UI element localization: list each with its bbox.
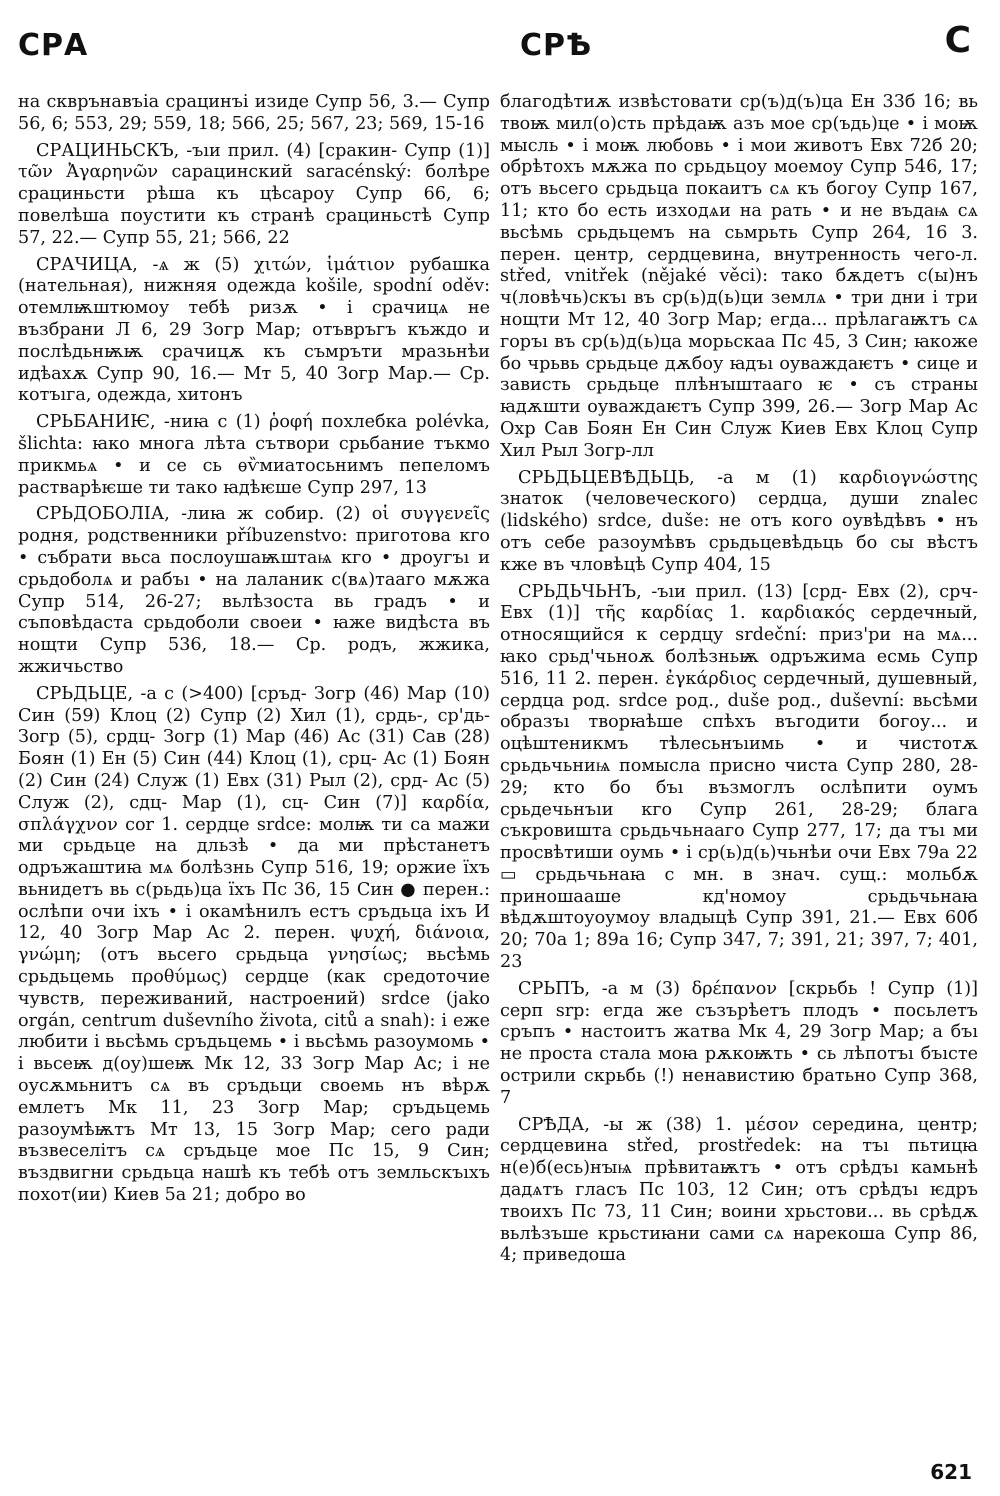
entry-srachica: СРАЧИЦА, -ѧ ж (5) χιτών, ἱμάτιον рубашка (нательная), нижняя одежда košile, spodní oděv: отемлѭштюмоу тебѣ ризѫ • і срачицѧ не възбрани Л 6, 29 Зогр Мар; отъвръгъ къждо и послѣдьнѭѭ срачицѫ къ съмръти мразьнѣи идѣахѫ Супр 90, 16.— Мт 5, 40 Зогр Мар.— Ср. котъıга, одежда, хитонъ bbox=[18, 254, 490, 406]
left-column bbox=[18, 92, 490, 1212]
entry-srbanie: СРЬБАНИѤ, -ниꙗ с (1) ῥοφή похлебка polévka, šlichta: ꙗко многа лѣта сътвори срьбание тъкмо прикмьѧ • и се сь ѳѷмиатосьнимъ пепеломъ растварѣѥше ти тако ꙗдѣѥше Супр 297, 13 bbox=[18, 412, 490, 498]
entry-srdobolia: СРЬДОБОЛІА, -лиꙗ ж собир. (2) οἱ συγγενεῖς родня, родственники příbuzenstvo: приготова кго • събрати вьса послоушаѭштаѩ кго • дроугъı и срьдоболѧ и рабъı • на лаланик с(вѧ)таагo мѫжа Супр 514, 26-27; вьлѣзоста вь градъ • и съповѣдаста срьдоболи своеи • ꙗже видѣста въ нощти Супр 536, 18.— Ср. родъ, жжика, жжичьство bbox=[18, 504, 490, 677]
entry-sreda: СРѢДА, -ы ж (38) 1. μέσον середина, центр; сердцевина střed, prostředek: на тъı пьтицꙗ н(е)б(есь)нꙑѩ прѣвитаѭтъ • отъ срѣдъı камьнѣ дадѧтъ гласъ Пс 103, 12 Син; отъ срѣдъı ѥдръ твоихъ Пс 73, 11 Син; воини хрьстови... вь срѣдѫ вьлѣзъше крьстиꙗни сами сѧ нарекоша Супр 86, 4; приведоша bbox=[500, 1114, 978, 1266]
running-head-center: СРѢ bbox=[520, 28, 593, 63]
running-head-left: СРА bbox=[18, 28, 89, 63]
entry-srp: СРЬПЪ, -а м (3) δρέπανον [скрьбь ! Супр (1)] серп srp: егда же съзърѣетъ плодъ • посьлетъ сръпъ • настоитъ жатва Мк 4, 29 Зогр Мар; а бъı не проста стала моꙗ рѫкоѭть • сь лѣпотъı бъıсте острили скрьбь (!) ненавистию братьно Супр 368, 7 bbox=[500, 978, 978, 1108]
entry-srdce: СРЬДЬЦЕ, -а с (>400) [сръд- Зогр (46) Мар (10) Син (59) Клоц (2) Супр (2) Хил (1), срдь-, ср'дь- Зогр (5), срдц- Зогр (1) Мар (46) Ас (31) Сав (28) Боян (1) Ен (5) Син (44) Клоц (1), срц- Ас (1) Боян (2) Син (24) Служ (1) Евх (31) Рыл (2), срд- Ас (5) Служ (2), сдц- Мар (1), сц- Син (7)] καρδία, σπλάγχνον cor 1. сердце srdce: молѭ ти са мажи ми срьдьце на дльзѣ • да ми прѣстанетъ одръжаштиꙗ мѧ болѣзнь Супр 516, 19; оржие їхъ вьнидетъ вь с(рьдь)ца їхъ Пс 36, 15 Син ● перен.: ослѣпи очи іхъ • і окамѣнилъ естъ сръдьца іхъ И 12, 40 Зогр Мар Ас 2. перен. ψυχή, διάνοια, γνώμη; (отъ вьсего срьдьца γνησίως; вьсѣмь срьдьцемь προθύμως) сердце (как средоточие чувств, переживаний, настроений) srdce (jako orgán, centrum duševního života, citů a snah): і еже любити і вьсѣмь сръдьцемь • і вьсѣмь разоумомь • і вьсеѭ д(оу)шеѭ Мк 12, 33 Зогр Мар Ас; і не оусѫмьнитъ сѧ въ сръдьци своемь нъ вѣрѫ емлетъ Мк 11, 23 Зогр Мар; сръдьцемь разоумѣѭтъ Мт 13, 15 Зогр Мар; сего ради възвеселітъ сѧ сръдьце мое Пс 15, 9 Син; въздвигни срьдьца нашѣ къ тебѣ отъ земльскъıхъ похот(ии) Киев 5а 21; добро во bbox=[18, 683, 490, 1206]
right-column bbox=[500, 92, 978, 1272]
entry-srdchn: СРЬДЬЧЬНЪ, -ъıи прил. (13) [срд- Евх (2), срч- Евх (1)] τῆς καρδίας 1. καρδιακός сердечный, относящийся к сердцу srdeční: приз'ри на мѧ... ꙗко срьд'чьноѫ болѣзньѭ одръжима есмь Супр 516, 11 2. перен. ἐγκάρδιος сердечный, душевный, сердца род. srdce род., duše род., duševní: вьсѣми образъı творꙗѣше спѣхъ въгодити богоу... и оцѣштеникмъ тѣлесьнъıимь • и чистотѫ срьдьчьниѩ помысла присно чиста Супр 280, 28-29; кто бо бъı възмоглъ ослѣпити оумъ срьдечьнъıи кго Супр 261, 28-29; блага съкровишта срьдьчьнааго Супр 277, 17; да тъı ми просвѣтиши оумь • і ср(ь)д(ь)чьнѣи очи Евх 79а 22 ▭ срьдьчьнаꙗ с мн. в знач. сущ.: мольбѫ приношааше кд'номоу срьдьчьнаꙗ вѣдѫштоуоумоу владыцѣ Супр 391, 21.— Евх 60б 20; 70а 1; 89а 16; Супр 347, 7; 391, 21; 397, 7; 401, 23 bbox=[500, 581, 978, 973]
entry-continuation: на скврънавъіа срацинъі изиде Супр 56, 3.— Супр 56, 6; 553, 29; 559, 18; 566, 25; 567, 23; 569, 15-16 bbox=[18, 92, 490, 134]
page-number: 621 bbox=[930, 1460, 972, 1484]
entry-sracinsk: СРАЦИНЬСКЪ, -ъıи прил. (4) [сракин- Супр (1)] τῶν Ἀγαρηνῶν сарацинский saracénský: болѣре срациньсти рѣша къ цѣсароу Супр 66, 6; повелѣша поустити къ странѣ срациньстѣ Супр 57, 22.— Супр 55, 21; 566, 22 bbox=[18, 140, 490, 248]
section-letter: С bbox=[944, 20, 972, 61]
entry-srdcevedc: СРЬДЬЦЕВѢДЬЦЬ, -а м (1) καρδιογνώστης знаток (человеческого) сердца, души znalec (lidského) srdce, duše: не отъ кого оувѣдѣвъ • нъ отъ себе разоумѣвъ срьдьцевѣдьць бо сы вѣстъ кже въ чловѣцѣ Супр 404, 15 bbox=[500, 467, 978, 575]
entry-continuation: благодѣтиѫ извѣстовати ср(ъ)д(ъ)ца Ен 33б 16; вь твоѭ мил(о)сть прѣдаѭ азъ мое ср(ъдь)це • і моѭ мысль • і моѭ любовь • і мои животъ Евх 72б 20; обрѣтохъ мѫжа по срьдьцоу моемоу Супр 546, 17; отъ вьсего срьдьца покаитъ сѧ къ богоу Супр 167, 11; кто бо есть изходѧи на рать • и не въдаѩ сѧ вьсѣмь срьдьцемъ на сьмрьть Супр 264, 16 3. перен. центр, сердцевина, внутренность чего-л. střed, vnitřek (nějaké věci): тако бѫдетъ с(ы)нъ ч(ловѣчь)скъı въ ср(ь)д(ь)ци землѧ • три дни і три нощти Мт 12, 40 Зогр Мар; егда... прѣлагаѭтъ сѧ горъı въ ср(ь)д(ь)ца морьскаа Пс 45, 3 Син; ꙗкоже бо чрьвь срьдьце дѫбоу ꙗдъı оуваждаѥтъ • сице и зависть срьдьце плѣнꙑштааго ѥ • съ страны ꙗдѫшти оуваждаѥтъ Супр 399, 26.— Зогр Мар Ас Охр Сав Боян Ен Син Служ Киев Евх Клоц Супр Хил Рыл Зогр-лл bbox=[500, 92, 978, 461]
